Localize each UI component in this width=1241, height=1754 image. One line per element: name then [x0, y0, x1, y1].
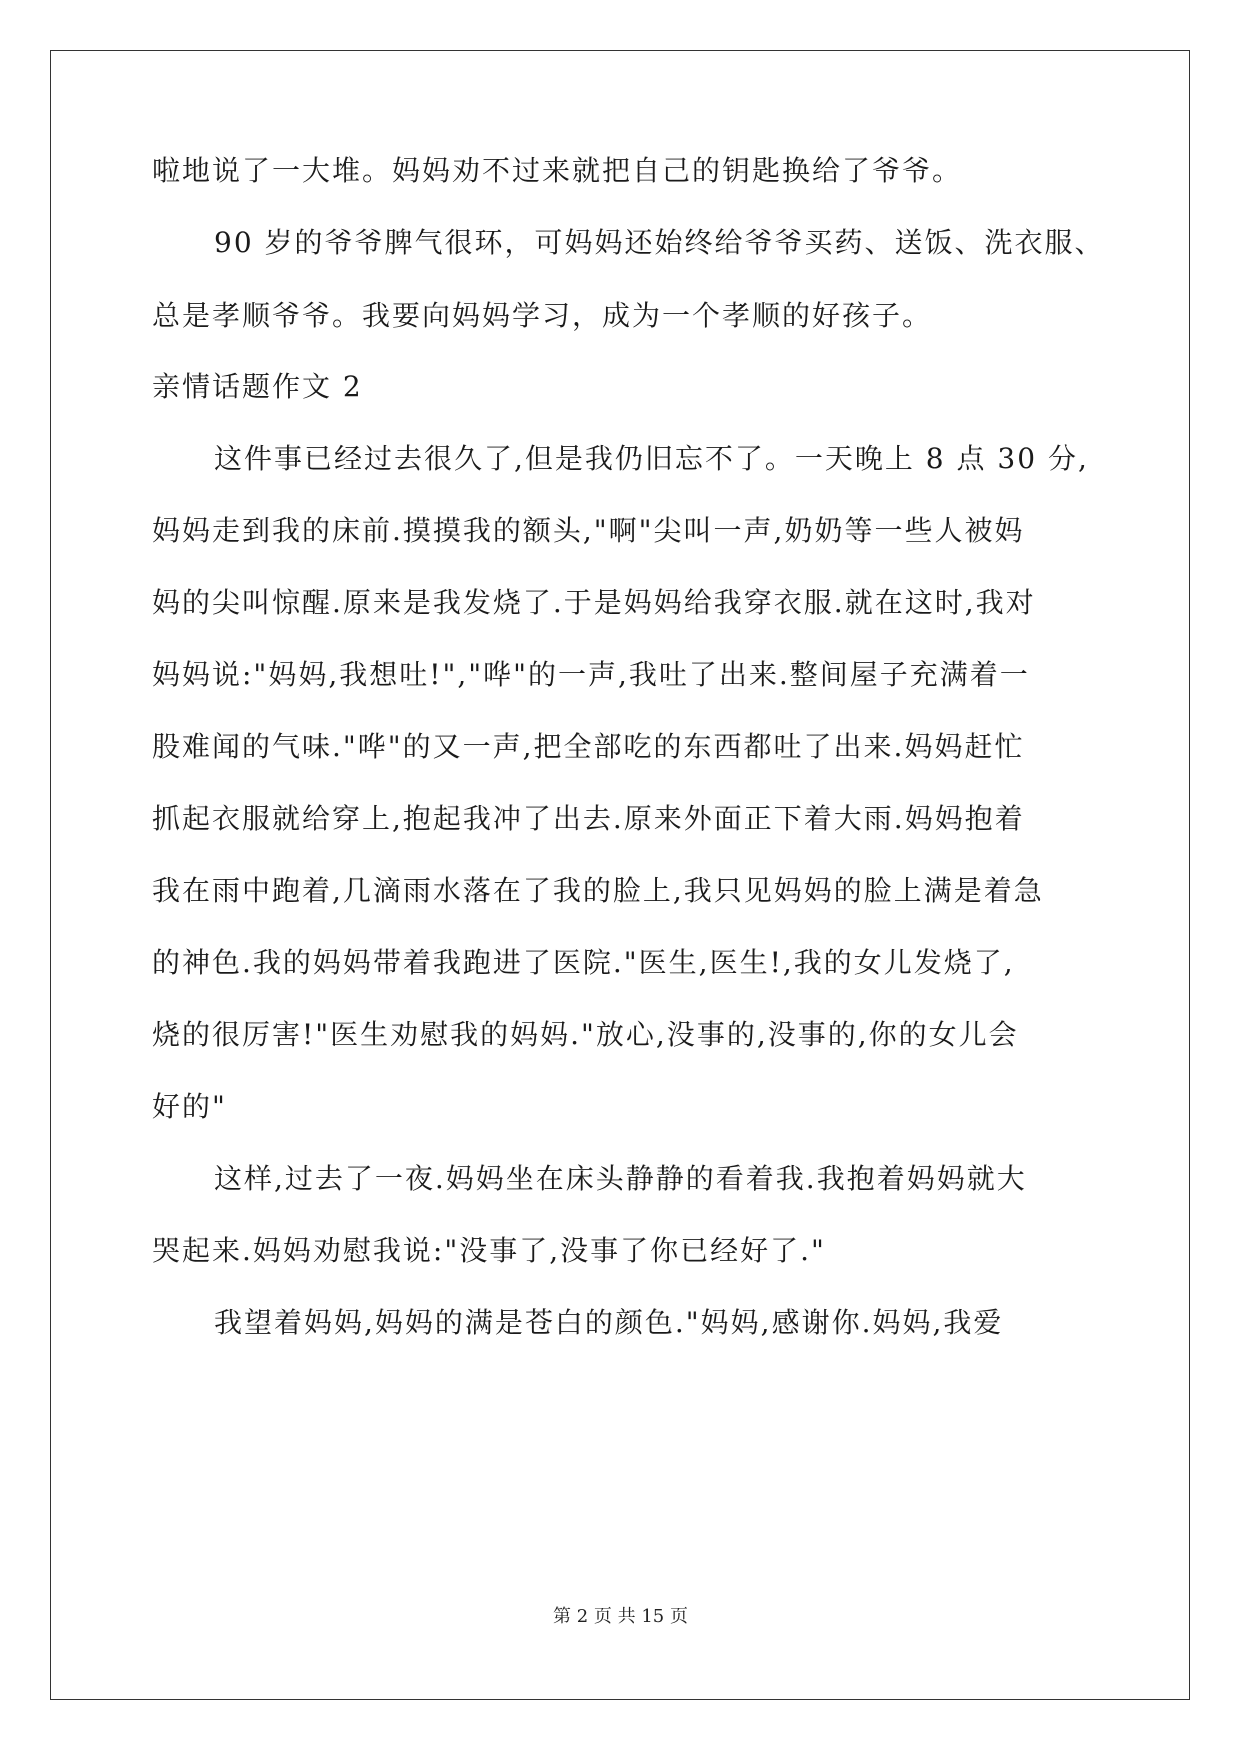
- text-line: 总是孝顺爷爷。我要向妈妈学习，成为一个孝顺的好孩子。: [152, 299, 933, 332]
- text-line: 90 岁的爷爷脾气很环，可妈妈还始终给爷爷买药、送饭、洗衣服、: [214, 226, 1105, 259]
- section-heading: 亲情话题作文 2: [152, 370, 363, 403]
- text-line: 妈妈说:"妈妈,我想吐!","哗"的一声,我吐了出来.整间屋子充满着一: [152, 658, 1030, 691]
- text-line: 抓起衣服就给穿上,抱起我冲了出去.原来外面正下着大雨.妈妈抱着: [152, 802, 1025, 835]
- page-number: 第 2 页 共 15 页: [553, 1606, 688, 1627]
- text-line: 的神色.我的妈妈带着我跑进了医院."医生,医生!,我的女儿发烧了,: [152, 946, 1015, 979]
- text-line: 好的": [152, 1090, 227, 1123]
- text-line: 烧的很厉害!"医生劝慰我的妈妈."放心,没事的,没事的,你的女儿会: [152, 1018, 1019, 1051]
- text-line: 妈妈走到我的床前.摸摸我的额头,"啊"尖叫一声,奶奶等一些人被妈: [152, 514, 1025, 547]
- text-line: 我在雨中跑着,几滴雨水落在了我的脸上,我只见妈妈的脸上满是着急: [152, 874, 1044, 907]
- text-line: 这件事已经过去很久了,但是我仍旧忘不了。一天晚上 8 点 30 分,: [214, 442, 1089, 475]
- text-line: 哭起来.妈妈劝慰我说:"没事了,没事了你已经好了.": [152, 1234, 826, 1267]
- text-line: 这样,过去了一夜.妈妈坐在床头静静的看着我.我抱着妈妈就大: [214, 1162, 1027, 1195]
- text-line: 我望着妈妈,妈妈的满是苍白的颜色."妈妈,感谢你.妈妈,我爱: [214, 1306, 1004, 1339]
- text-line: 啦地说了一大堆。妈妈劝不过来就把自己的钥匙换给了爷爷。: [152, 154, 963, 187]
- text-line: 股难闻的气味."哗"的又一声,把全部吃的东西都吐了出来.妈妈赶忙: [152, 730, 1025, 763]
- text-line: 妈的尖叫惊醒.原来是我发烧了.于是妈妈给我穿衣服.就在这时,我对: [152, 586, 1036, 619]
